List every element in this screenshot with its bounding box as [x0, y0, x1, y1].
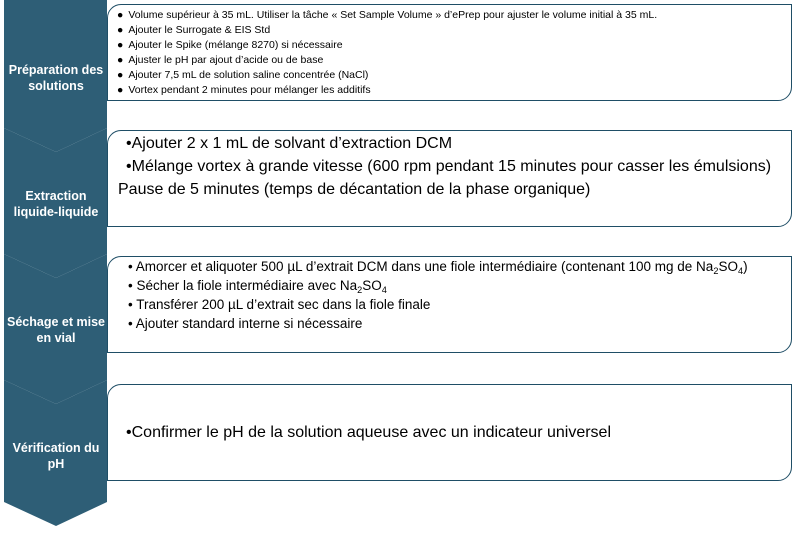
- list-item: ● Ajuster le pH par ajout d’acide ou de base: [117, 54, 324, 66]
- step-3-box: [107, 256, 792, 353]
- list-item: •Mélange vortex à grande vitesse (600 rpm pendant 15 minutes pour casser les émulsions): [126, 158, 772, 175]
- list-item: •Confirmer le pH de la solution aqueuse avec un indicateur universel: [126, 424, 611, 441]
- step-4-label: Vérification du pH: [12, 441, 100, 471]
- list-item: ● Ajouter le Spike (mélange 8270) si nécessaire: [117, 39, 343, 51]
- list-item: •Ajouter 2 x 1 mL de solvant d’extraction DCM: [126, 135, 453, 152]
- list-item: ● Vortex pendant 2 minutes pour mélanger les additifs: [117, 84, 371, 96]
- step-3-label: Séchage et mise en vial: [7, 315, 105, 345]
- step-2-box: [107, 130, 792, 227]
- list-item: • Transférer 200 µL d’extrait sec dans la fiole finale: [128, 297, 431, 312]
- step-4-box: [107, 384, 792, 481]
- step-1-box: [107, 4, 792, 101]
- list-item: • Amorcer et aliquoter 500 µL d’extrait DCM dans une fiole intermédiaire (contenant 100 mg de $Na_2SO_4$): [128, 259, 748, 276]
- list-item: ● Ajouter le Surrogate & EIS Std: [117, 24, 271, 36]
- list-item: • Ajouter standard interne si nécessaire: [128, 316, 363, 331]
- list-item: Pause de 5 minutes (temps de décantation de la phase organique): [118, 181, 591, 198]
- list-item: ● Volume supérieur à 35 mL. Utiliser la tâche « Set Sample Volume » d’ePrep pour ajuster le volume initial à 35 mL.: [117, 9, 658, 21]
- step-2-label: Extraction liquide-liquide: [13, 189, 99, 219]
- list-item: • Sécher la fiole intermédiaire avec $Na_2SO_4$: [128, 278, 387, 295]
- list-item: ● Ajouter 7,5 mL de solution saline concentrée (NaCl): [117, 69, 369, 81]
- step-1-label: Préparation des solutions: [8, 63, 104, 93]
